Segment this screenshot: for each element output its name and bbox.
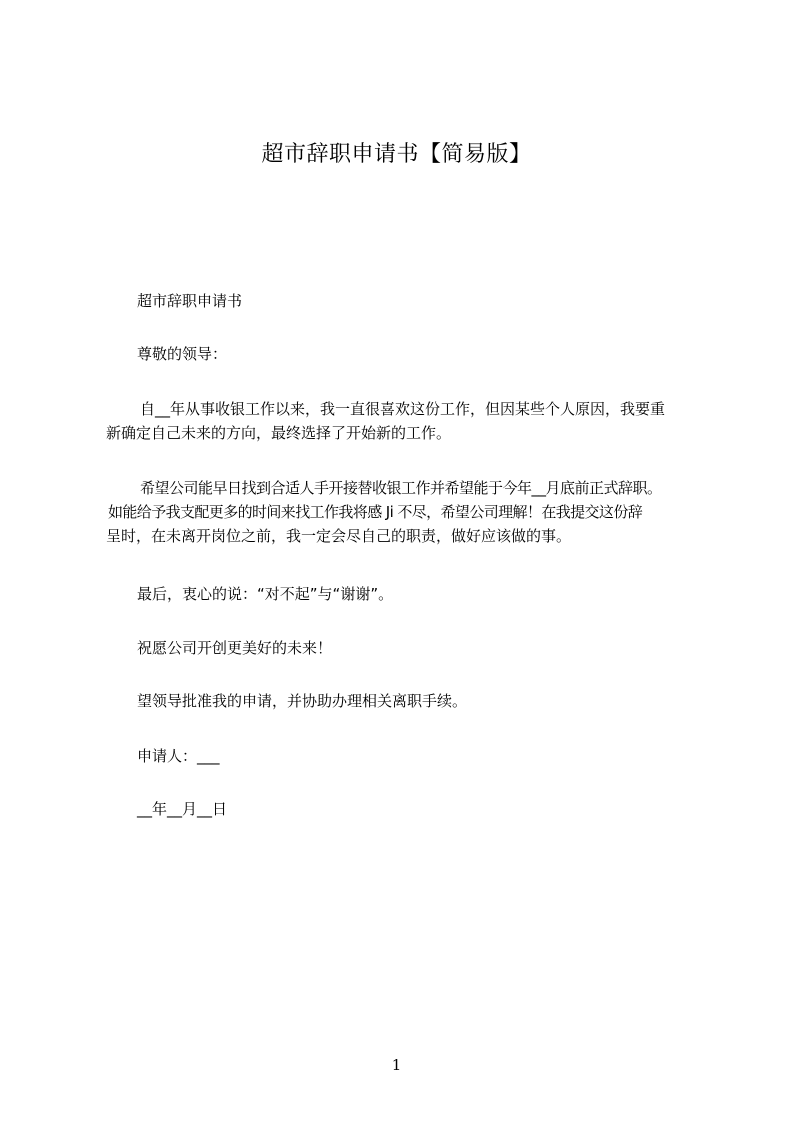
paragraph-1-line-2: 新确定自己未来的方向，最终选择了开始新的工作。 <box>106 424 452 442</box>
paragraph-2 <box>0 476 793 548</box>
paragraph-2-line-3: 呈时，在未离开岗位之前，我一定会尽自己的职责，做好应该做的事。 <box>106 527 572 545</box>
closing-wish: 祝愿公司开创更美好的未来！ <box>137 639 333 657</box>
paragraph-1-line-1: 自__年从事收银工作以来，我一直很喜欢这份工作，但因某些个人原因，我要重 <box>140 400 666 418</box>
closing-thanks: 最后，衷心的说：“对不起”与“谢谢”。 <box>137 585 394 603</box>
document-heading: 超市辞职申请书 <box>137 292 243 310</box>
paragraph-2-line-1: 希望公司能早日找到合适人手开接替收银工作并希望能于今年__月底前正式辞职。 <box>140 479 662 497</box>
document-title: 超市辞职申请书【简易版】 <box>261 142 532 167</box>
page-number: 1 <box>391 1056 402 1074</box>
paragraph-2-line-2: 如能给予我支配更多的时间来找工作我将感 Ji 不尽，希望公司理解！在我提交这份辞 <box>108 503 643 521</box>
applicant-signature: 申请人：___ <box>137 747 220 765</box>
salutation: 尊敬的领导： <box>137 345 228 363</box>
date-line: __年__月__日 <box>137 800 228 818</box>
paragraph-1 <box>0 397 793 445</box>
closing-request: 望领导批准我的申请，并协助办理相关离职手续。 <box>137 692 468 710</box>
